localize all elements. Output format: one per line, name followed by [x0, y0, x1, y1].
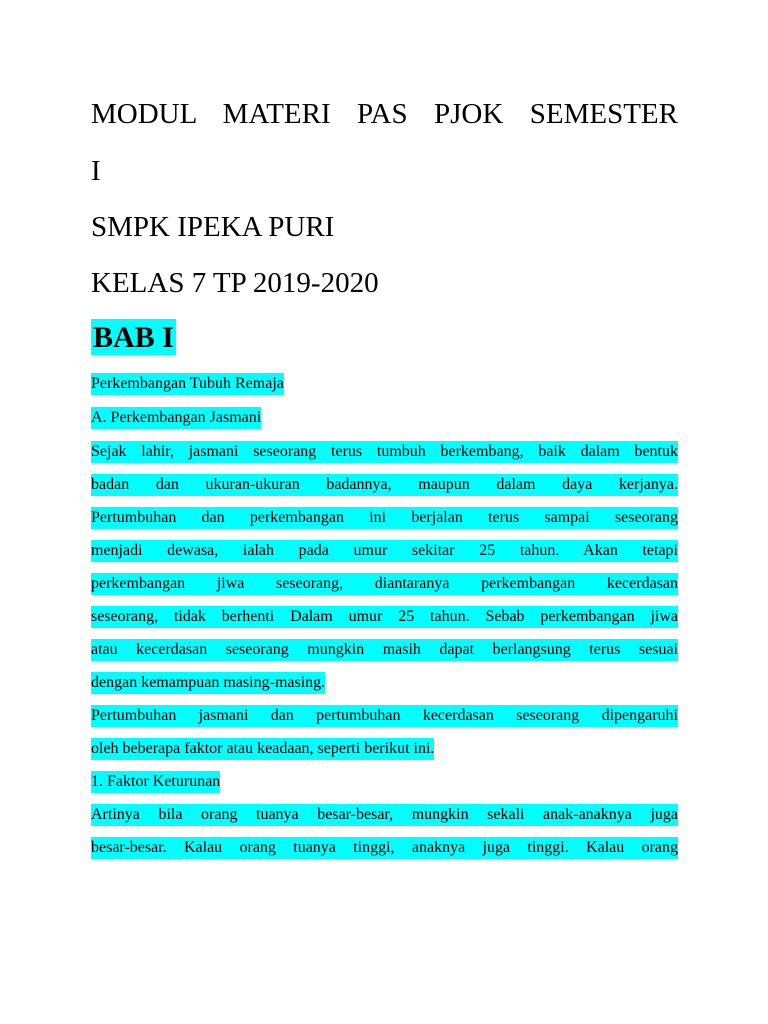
paragraph-line: Artinya bila orang tuanya besar-besar, mungkin sekali anak-anaknya juga [91, 804, 678, 826]
school-name: SMPK IPEKA PURI [91, 211, 335, 243]
chapter-heading: BAB I [93, 321, 174, 354]
paragraph-line: menjadi dewasa, ialah pada umur sekitar 25 tahun. Akan tetapi [91, 540, 678, 562]
chapter-subtitle: Perkembangan Tubuh Remaja [91, 373, 284, 395]
paragraph-line: Sejak lahir, jasmani seseorang terus tumbuh berkembang, baik dalam bentuk [91, 441, 678, 463]
paragraph-line: badan dan ukuran-ukuran badannya, maupun dalam daya kerjanya. [91, 474, 678, 496]
paragraph-line: seseorang, tidak berhenti Dalam umur 25 tahun. Sebab perkembangan jiwa [91, 606, 678, 628]
document-title-line-2: I [91, 155, 101, 187]
document-title-line-1: MODUL MATERI PAS PJOK SEMESTER [91, 98, 678, 130]
paragraph-line: atau kecerdasan seseorang mungkin masih dapat berlangsung terus sesuai [91, 639, 678, 661]
paragraph-line: Pertumbuhan jasmani dan pertumbuhan kecerdasan seseorang dipengaruhi [91, 705, 678, 727]
paragraph-line: oleh beberapa faktor atau keadaan, seperti berikut ini. [91, 738, 434, 760]
paragraph-line: perkembangan jiwa seseorang, diantaranya perkembangan kecerdasan [91, 573, 678, 595]
paragraph-line: dengan kemampuan masing-masing. [91, 672, 325, 694]
section-heading-a: A. Perkembangan Jasmani [91, 407, 261, 429]
factor-heading-1: 1. Faktor Keturunan [91, 771, 220, 793]
paragraph-line: besar-besar. Kalau orang tuanya tinggi, anaknya juga tinggi. Kalau orang [91, 837, 678, 859]
paragraph-line: Pertumbuhan dan perkembangan ini berjalan terus sampai seseorang [91, 507, 678, 529]
class-year: KELAS 7 TP 2019-2020 [91, 267, 379, 299]
